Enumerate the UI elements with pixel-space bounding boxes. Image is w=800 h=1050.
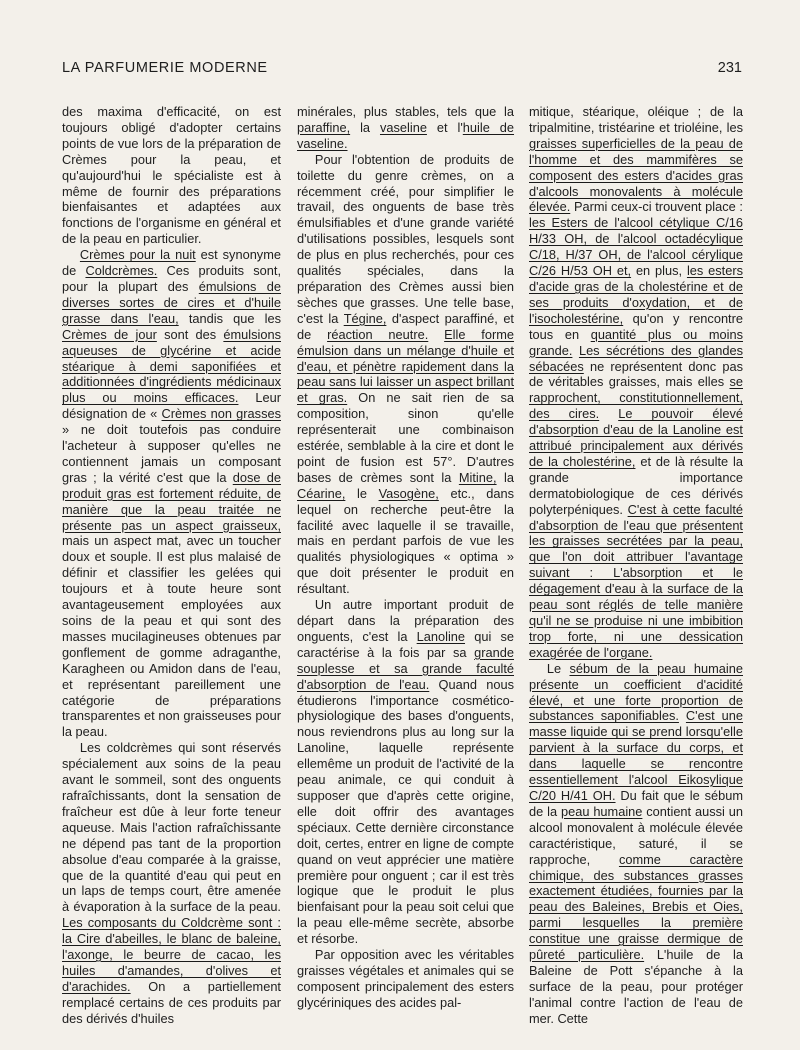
text-run: le: [345, 485, 379, 501]
underlined-phrase: Tégine,: [343, 310, 387, 326]
text-run: [679, 708, 686, 723]
underlined-phrase: Coldcrèmes.: [85, 263, 158, 279]
text-run: Ces produits sont, pour la plupart des: [62, 263, 281, 294]
underlined-phrase: émulsions de diverses sortes de cires et d'huile grasse dans l'eau,: [62, 278, 281, 326]
paragraph: [297, 152, 514, 597]
text-run: » ne doit toutefois pas conduire l'acheteur à supposer qu'elles ne contiennent jamais un composant gras ; la vérité c'est que la: [62, 422, 281, 485]
text-run: Quand nous étudierons l'importance cosmético-physiologique des bases d'onguents, nous reviendrons plus au long sur la Lanoline, laquelle représente ellemême un produit de l'activité de la peau animale, ce qui conduit à supposer que d'après cette origine, elle doit offrir des avantages spéciaux. Cette dernière circonstance doit, certes, entrer en ligne de compte quand on veut apprécier une matière première pour onguent ; car il est très logique que le produit le plus bienfaisant pour la peau soit celui que la peau elle-même secrète, absorbe et résorbe.: [297, 676, 514, 947]
paragraph: [62, 247, 281, 740]
paragraph: [529, 104, 743, 661]
underlined-phrase: les esters d'acide gras de la cholestérine et de ses produits d'oxydation, et de l'isocholestérine,: [529, 263, 744, 326]
underlined-phrase: comme caractère chimique, des substances grasses exactement étudiées, fournies par la peau des Baleines, Brebis et Oies,: [529, 851, 743, 915]
text-run: Du fait que le sébum de la: [529, 787, 743, 819]
underlined-phrase: graisses superficielles de la peau de l'homme et des mammifères se composent des esters d'acides gras d'alcools monovalents à molécule élevée.: [529, 135, 743, 215]
underlined-phrase: se rapprochent, constitutionnellement, des cires.: [529, 374, 743, 422]
underlined-phrase: Les composants du Coldcrème sont : la Cire d'abeilles, le blanc de baleine, l'axonge, le beurre de cacao, les huiles d'amandes, d'olives et d'arachides.: [62, 915, 281, 994]
paragraph: [297, 104, 514, 152]
underlined-phrase: Crèmes non grasses: [161, 406, 281, 422]
underlined-phrase: les Esters de l'alcool cétylique C/16 H/33 OH, de l'alcool octadécylique C/18, H/37 OH, de l'alcool cérylique C/26 H/53 OH et,: [529, 215, 743, 279]
text-run: ne représentent donc pas de véritables graisses, mais elles: [529, 358, 743, 390]
paragraph: des maxima d'efficacité, on est toujours obligé d'adopter certains points de vue lors de la préparation de Crèmes pour la peau, et qu'aujourd'hui le spécialiste est à même de fournir des préparations bienfaisantes et adaptées aux fonctions de l'organisme en général et de la peau en particulier.: [62, 104, 281, 247]
text-run: sont des: [156, 326, 224, 342]
text-run: Un autre important produit de départ dans la préparation des onguents, c'est la: [297, 597, 514, 644]
text-run: la: [496, 469, 514, 485]
underlined-phrase: C'est une masse liquide qui se prend lorsqu'elle parvient à la surface du corps, et dans laquelle se rencontre essentiellement l'alcool Eikosylique C/20 H/41 OH.: [529, 708, 743, 803]
text-run: [428, 327, 444, 342]
text-run: minérales, plus stables, tels que la: [297, 104, 514, 119]
underlined-phrase: Vasogène,: [378, 485, 439, 501]
underlined-phrase: émulsions aqueuses de glycérine et acide stéarique à demi saponifiées et additionnées d'ingrédients médicinaux plus ou moins efficaces.: [62, 326, 281, 406]
text-run: qu'on y rencontre tous en: [529, 310, 743, 342]
paragraph: [529, 661, 743, 1027]
text-run: etc., dans lequel on recherche peut-être la facilité avec laquelle il se travaille, mais en perdant parfois de vue les qualités physiologiques « optima » que doit présenter le produit en résultant.: [297, 485, 514, 597]
text-run: On ne sait rien de sa composition, sinon qu'elle représenterait une combinaison estérée, semblable à la cire et dont le point de fusion est 57°. D'autres bases de crèmes sont la: [297, 390, 514, 485]
text-run: d'aspect paraffiné, et de: [297, 310, 514, 342]
text-run: en plus,: [631, 263, 687, 279]
paragraph: Par opposition avec les véritables graisses végétales et animales qui se composent principalement des esters glycériniques des acides pal-: [297, 947, 514, 1010]
text-column-3: [529, 104, 743, 1027]
text-run: On a partiellement remplacé certains de ces produits par des dérivés d'huiles: [62, 978, 281, 1026]
text-run: et de là résulte la grande importance dermatobiologique de ces dérivés polyterpéniques.: [529, 453, 743, 517]
page-number: 231: [717, 60, 742, 76]
text-run: mais un aspect mat, avec un toucher doux et souple. Il est plus malaisé de définir et classifier les gelées qui toujours et à toute heure sont avantageusement employées aux soins de la peau et qui sont des masses mucilagineuses obtenues par gonflement de gomme adraganthe, Karagheen ou Amidon dans de l'eau, et représentant pareillement une catégorie de préparations transparentes et non graisseuses pour la peau.: [62, 533, 281, 740]
underlined-phrase: peau humaine: [560, 803, 643, 819]
underlined-phrase: réaction neutre.: [327, 326, 429, 342]
text-run: Parmi ceux-ci trouvent place :: [570, 199, 743, 215]
text-column-1: [62, 104, 281, 1027]
running-title: LA PARFUMERIE MODERNE: [62, 60, 268, 76]
underlined-phrase: sébum de la peau humaine présente un coefficient d'acidité élevé, et une forte proportion de substances saponifiables.: [529, 660, 743, 724]
underlined-phrase: Mitine,: [458, 469, 497, 485]
underlined-phrase: C'est à cette faculté d'absorption de l'eau que présentent les graisses secrétées par la peau, que l'on doit attribuer l'avantage suivant : L'absorption et le dégagement d'eau à la surface de la peau sont réglés de telle manière qu'il ne se produise ni une imbibition trop forte, ni une dessication exagérée de l'organe.: [529, 501, 743, 660]
underlined-phrase: grande souplesse et sa grande faculté d'absorption de l'eau.: [297, 644, 514, 692]
text-column-2: [297, 104, 514, 1011]
underlined-phrase: Le pouvoir élevé d'absorption d'eau de la Lanoline est attribué principalement aux dérivés de la cholestérine,: [529, 406, 743, 469]
underlined-phrase: Céarine,: [297, 485, 346, 501]
underlined-phrase: quantité plus ou moins grande.: [529, 326, 743, 358]
text-run: mitique, stéarique, oléique ; de la tripalmitine, tristéarine et trioléine, les: [529, 104, 743, 135]
text-run: Leur désignation de «: [62, 390, 281, 422]
paragraph: [62, 740, 281, 1026]
text-run: et l': [426, 119, 463, 135]
paragraph: [297, 597, 514, 947]
text-run: Pour l'obtention de produits de toilette du genre crèmes, on a récemment créé, pour simplifier le travail, des onguents de base très émulsifiables et d'une grande variété d'utilisations possibles, lesquels sont de plus en plus recherchés, pour ces qualités spéciales, dans la préparation des Crèmes aussi bien sèches que grasses. Une telle base, c'est la: [297, 151, 514, 326]
underlined-phrase: Elle forme émulsion dans un mélange d'huile et d'eau, et pénètre rapidement dans la peau sans lui laisser un aspect brillant et gras.: [297, 326, 515, 406]
underlined-phrase: Crèmes pour la nuit: [79, 247, 196, 263]
text-run: [599, 406, 618, 421]
text-run: L'huile de la Baleine de Pott s'épanche à la surface de la peau, pour protéger l'animal contre l'action de l'eau de mer. Cette: [529, 947, 743, 1026]
text-run: contient aussi un alcool monovalent à molécule élevée caractéristique, saturé, il se rapproche,: [529, 803, 743, 867]
text-run: Le: [546, 660, 570, 676]
underlined-phrase: dose de produit gras est fortement réduite, de manière que la peau traitée ne présente pas un aspect graisseux,: [62, 469, 281, 533]
underlined-phrase: Les sécrétions des glandes sébacées: [529, 342, 743, 374]
text-run: tandis que les: [178, 310, 281, 326]
text-run: qui se caractérise à la fois par sa: [297, 628, 514, 660]
text-run: la: [350, 119, 380, 135]
text-run: Les coldcrèmes qui sont réservés spécialement aux soins de la peau avant le sommeil, sont des onguents rafraîchissants, dont la sensation de fraîcheur est dûe à leur forte teneur aqueuse. Mais l'action rafraîchissante ne dépend pas tant de la proportion absolue d'eau comparée à la graisse, que de la quantité d'eau qui peut en un laps de temps court, être amenée à évaporation à la surface de la peau.: [62, 740, 281, 915]
underlined-phrase: huile de vaseline.: [297, 119, 515, 151]
underlined-phrase: parmi lesquelles la première constitue une graisse dermique de pûreté particulière.: [529, 915, 743, 963]
underlined-phrase: Lanoline: [416, 628, 466, 644]
underlined-phrase: paraffine,: [297, 119, 351, 135]
underlined-phrase: vaseline: [379, 119, 427, 135]
text-run: est synonyme de: [62, 247, 281, 279]
page-header: [62, 60, 742, 84]
underlined-phrase: Crèmes de jour: [62, 326, 157, 342]
